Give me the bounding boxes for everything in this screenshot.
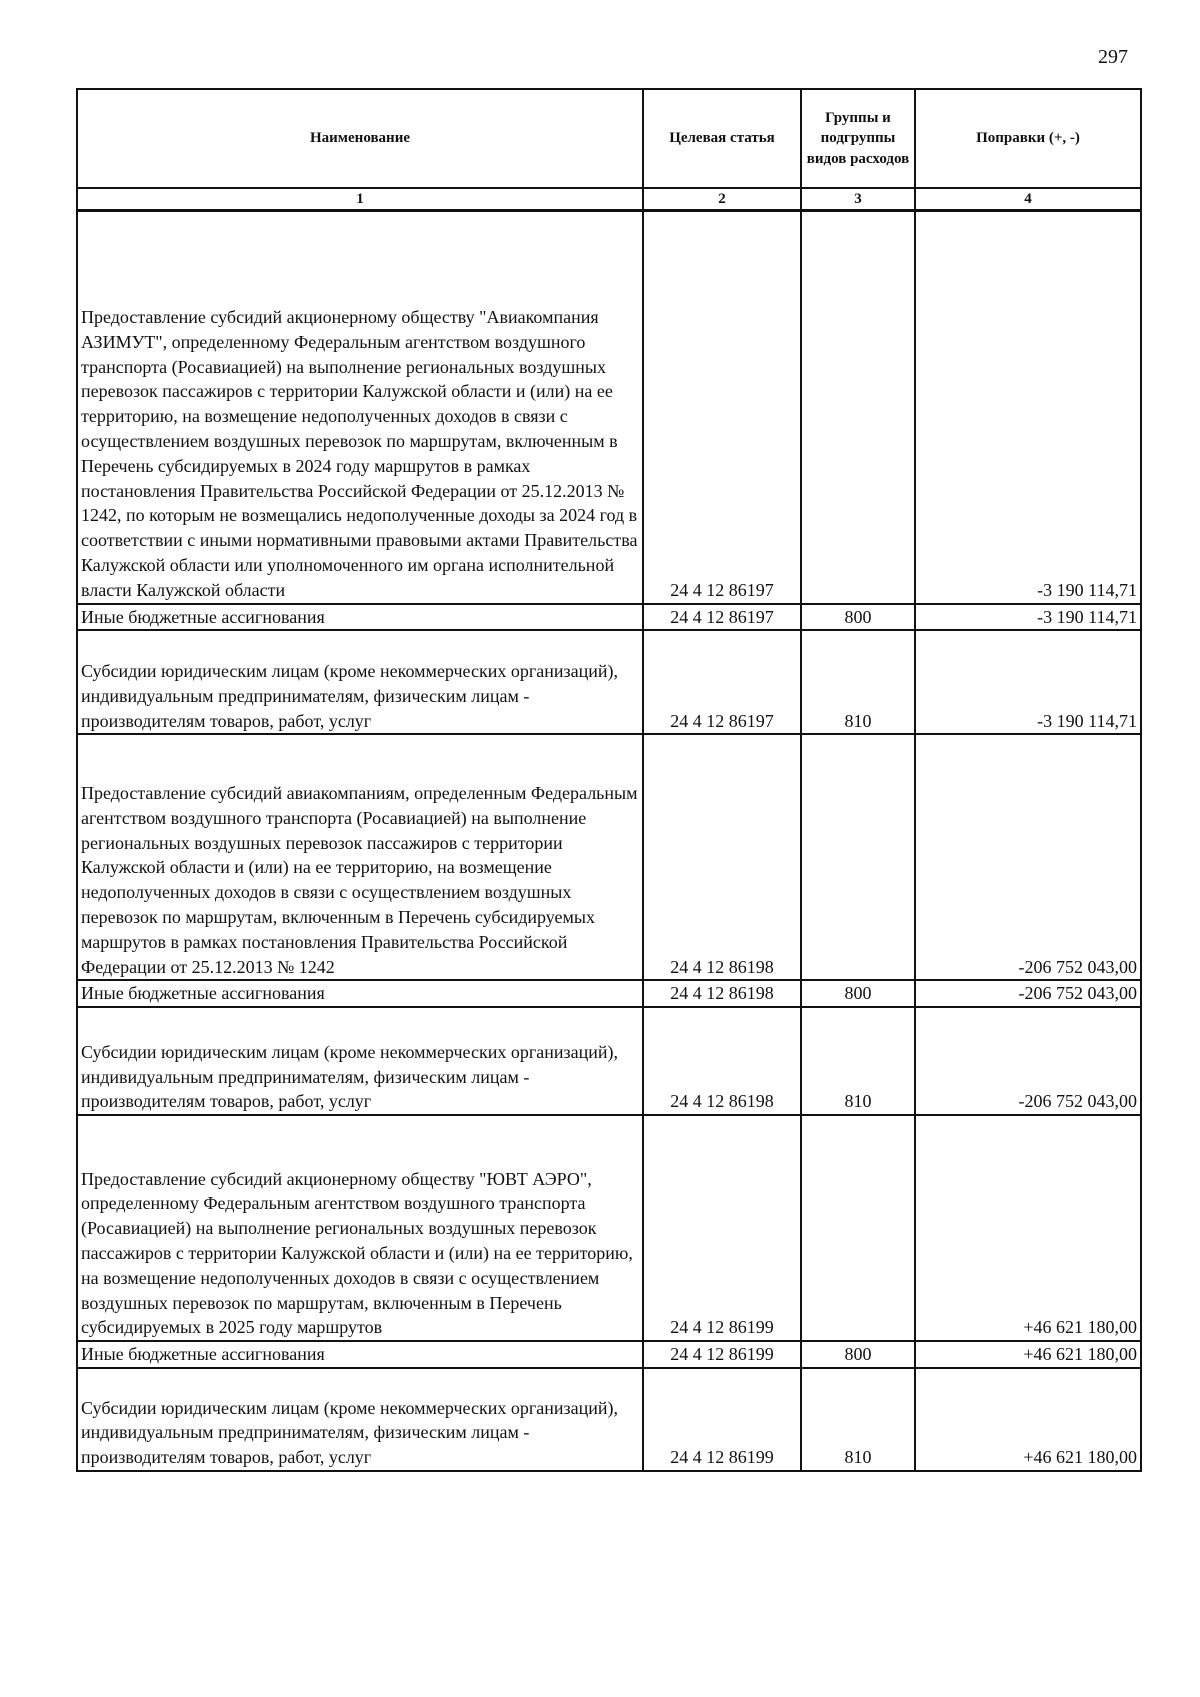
row-expense-group: [801, 211, 915, 604]
column-number: 4: [915, 188, 1141, 211]
row-name: Иные бюджетные ассигнования: [77, 1341, 643, 1368]
row-amendment-amount: +46 621 180,00: [915, 1341, 1141, 1368]
row-target-article: 24 4 12 86199: [643, 1115, 801, 1341]
table-row: [77, 630, 1141, 734]
row-target-article: 24 4 12 86197: [643, 630, 801, 734]
row-target-article: 24 4 12 86197: [643, 604, 801, 631]
table-row: [77, 1007, 1141, 1115]
row-target-article: 24 4 12 86199: [643, 1368, 801, 1471]
table-row: [77, 604, 1141, 631]
header-expense-groups: Группы и подгруппы видов расходов: [801, 89, 915, 188]
table-row: [77, 1115, 1141, 1341]
header-amendments: Поправки (+, -): [915, 89, 1141, 188]
row-expense-group: [801, 734, 915, 980]
row-expense-group: 800: [801, 980, 915, 1007]
row-expense-group: 810: [801, 1368, 915, 1471]
row-amendment-amount: -3 190 114,71: [915, 604, 1141, 631]
header-target-article: Целевая статья: [643, 89, 801, 188]
row-amendment-amount: -3 190 114,71: [915, 630, 1141, 734]
row-expense-group: [801, 1115, 915, 1341]
row-target-article: 24 4 12 86198: [643, 734, 801, 980]
row-target-article: 24 4 12 86199: [643, 1341, 801, 1368]
row-amendment-amount: +46 621 180,00: [915, 1368, 1141, 1471]
row-name: Иные бюджетные ассигнования: [77, 980, 643, 1007]
row-expense-group: 810: [801, 630, 915, 734]
column-number: 2: [643, 188, 801, 211]
header-name: Наименование: [77, 89, 643, 188]
page-number: 297: [1098, 46, 1128, 68]
column-number: 3: [801, 188, 915, 211]
table-row: [77, 1341, 1141, 1368]
table-row: [77, 1368, 1141, 1471]
row-expense-group: 800: [801, 1341, 915, 1368]
table-row: [77, 211, 1141, 604]
column-number-row: [77, 188, 1141, 211]
row-target-article: 24 4 12 86198: [643, 980, 801, 1007]
row-name: Иные бюджетные ассигнования: [77, 604, 643, 631]
row-amendment-amount: +46 621 180,00: [915, 1115, 1141, 1341]
row-amendment-amount: -206 752 043,00: [915, 1007, 1141, 1115]
row-target-article: 24 4 12 86198: [643, 1007, 801, 1115]
row-name: Субсидии юридическим лицам (кроме некоммерческих организаций), индивидуальным предпринимателям, физическим лицам - производителям товаров, работ, услуг: [77, 1368, 643, 1471]
row-name: Субсидии юридическим лицам (кроме некоммерческих организаций), индивидуальным предпринимателям, физическим лицам - производителям товаров, работ, услуг: [77, 1007, 643, 1115]
row-name: Субсидии юридическим лицам (кроме некоммерческих организаций), индивидуальным предпринимателям, физическим лицам - производителям товаров, работ, услуг: [77, 630, 643, 734]
row-expense-group: 800: [801, 604, 915, 631]
row-name: Предоставление субсидий акционерному обществу "Авиакомпания АЗИМУТ", определенному Федеральным агентством воздушного транспорта (Росавиацией) на выполнение региональных воздушных перевозок пассажиров с территории Калужской области и (или) на ее территорию, на возмещение недополученных доходов в связи с осуществлением воздушных перевозок по маршрутам, включенным в Перечень субсидируемых в 2024 году маршрутов в рамках постановления Правительства Российской Федерации от 25.12.2013 № 1242, по которым не возмещались недополученные доходы за 2024 год в соответствии с иными нормативными правовыми актами Правительства Калужской области или уполномоченного им органа исполнительной власти Калужской области: [77, 211, 643, 604]
row-name: Предоставление субсидий авиакомпаниям, определенным Федеральным агентством воздушного транспорта (Росавиацией) на выполнение региональных воздушных перевозок пассажиров с территории Калужской области и (или) на ее территорию, на возмещение недополученных доходов в связи с осуществлением воздушных перевозок по маршрутам, включенным в Перечень субсидируемых маршрутов в рамках постановления Правительства Российской Федерации от 25.12.2013 № 1242: [77, 734, 643, 980]
row-amendment-amount: -206 752 043,00: [915, 734, 1141, 980]
row-expense-group: 810: [801, 1007, 915, 1115]
budget-amendments-table: [76, 88, 1142, 1472]
row-name: Предоставление субсидий акционерному обществу "ЮВТ АЭРО", определенному Федеральным агентством воздушного транспорта (Росавиацией) на выполнение региональных воздушных перевозок пассажиров с территории Калужской области и (или) на ее территорию, на возмещение недополученных доходов в связи с осуществлением воздушных перевозок по маршрутам, включенным в Перечень субсидируемых в 2025 году маршрутов: [77, 1115, 643, 1341]
table-row: [77, 734, 1141, 980]
row-amendment-amount: -3 190 114,71: [915, 211, 1141, 604]
row-target-article: 24 4 12 86197: [643, 211, 801, 604]
header-row: [77, 89, 1141, 188]
row-amendment-amount: -206 752 043,00: [915, 980, 1141, 1007]
column-number: 1: [77, 188, 643, 211]
table-row: [77, 980, 1141, 1007]
